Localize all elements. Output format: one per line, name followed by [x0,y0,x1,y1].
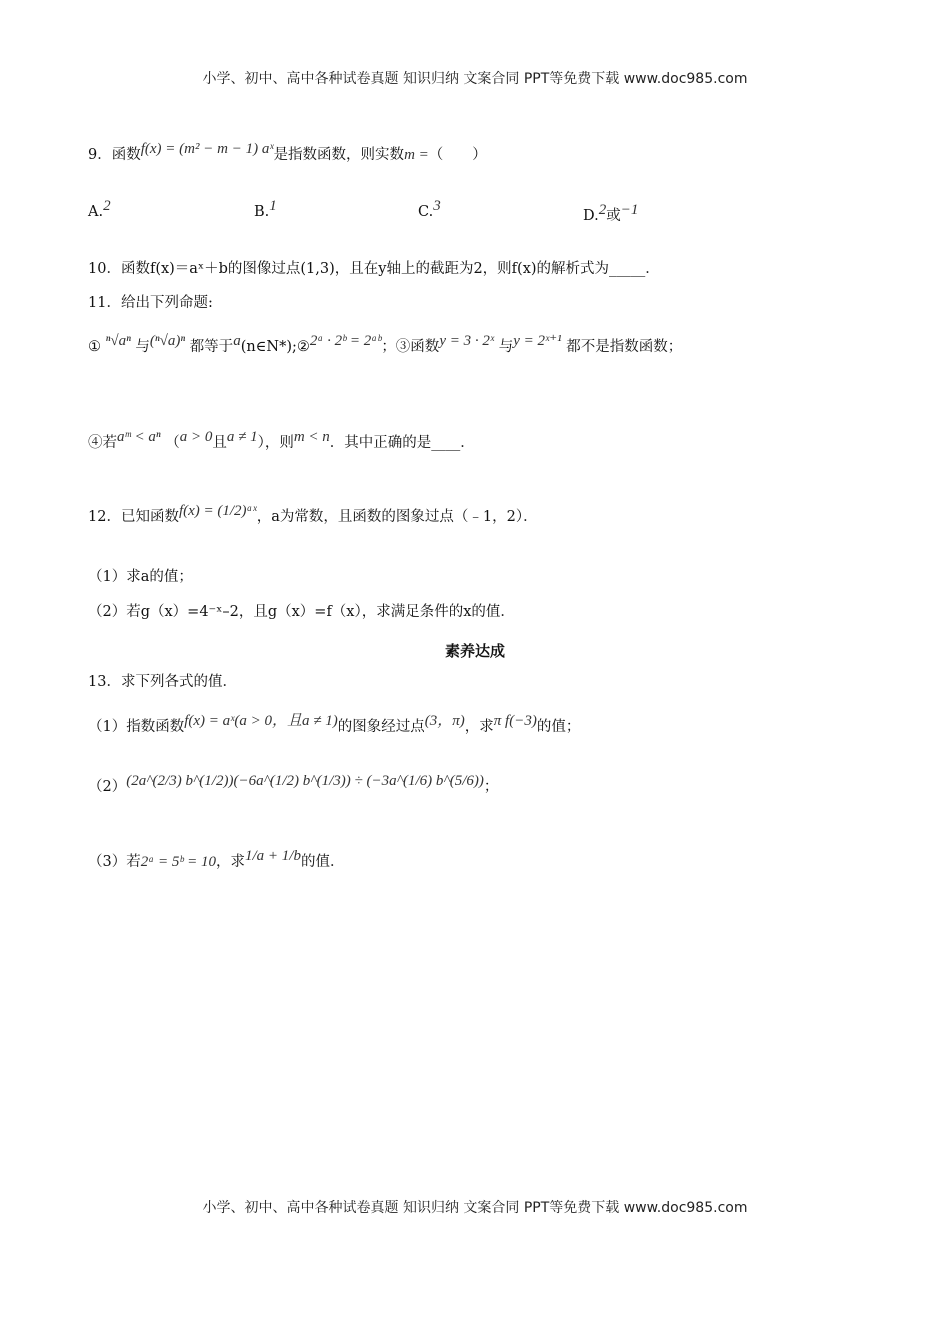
text: (n∈N*);② [240,339,310,355]
option-letter: C. [418,204,434,220]
text: 与 [135,339,150,355]
q9-option-b[interactable] [254,198,277,221]
q12-suffix: ，a为常数，且函数的图象过点（﹣1，2）． [256,509,538,525]
question-12-part-1: （1）求a的值； [88,569,193,585]
formula: 2ᵃ · 2ᵇ = 2ᵃᵇ [309,333,382,349]
question-13-part-2 [88,773,499,795]
formula: 1/a + 1/b [245,848,301,864]
option-letter: B. [254,204,270,220]
option-value: 2 [598,202,607,218]
formula: ⁿ√aⁿ [105,333,131,349]
text: （2） [88,779,127,795]
text: （3）若 [88,854,141,870]
formula: (ⁿ√a)ⁿ [149,333,186,349]
formula: y = 2ˣ⁺¹ [513,333,562,349]
text: ； [483,779,499,795]
formula: a ≠ 1 [226,429,258,445]
text: ），则 [257,435,294,451]
option-conj: 或 [606,208,621,224]
formula: π f(−3) [493,713,537,729]
option-letter: A. [88,204,104,220]
question-9 [88,141,487,163]
text: （ [165,435,180,451]
option-letter: D. [583,208,599,224]
question-12 [88,503,538,525]
text: 的值； [536,719,581,735]
option-value: 3 [433,198,441,214]
question-13-title: 13．求下列各式的值． [88,674,237,690]
text: 与 [498,339,514,355]
formula: y = 3 · 2ˣ [439,333,495,349]
text: ；③函数 [381,339,440,355]
formula: (3，π) [424,713,465,729]
q9-formula: f(x) = (m² − m − 1) aˣ [140,141,274,157]
text: 的图象经过点 [337,719,425,735]
question-11-line-1 [88,333,683,355]
formula: m < n [293,429,330,445]
text: 都不是指数函数； [566,339,683,355]
q9-option-d[interactable] [583,204,638,225]
question-13-part-3 [88,848,345,870]
q12-formula: f(x) = (1/2)ᵃˣ [178,503,257,519]
question-11-line-2 [88,429,475,451]
text: 且 [212,435,227,451]
option-value-2: −1 [620,202,639,218]
formula: aᵐ < aⁿ [117,429,161,445]
formula: a > 0 [179,429,213,445]
option-value: 1 [269,198,277,214]
question-13-part-1 [88,713,581,735]
q9-option-c[interactable] [418,198,441,221]
text: ① [88,339,101,355]
text: ．其中正确的是____． [329,435,475,451]
q12-prefix: 12．已知函数 [88,509,179,525]
question-10: 10．函数f(x)＝aˣ＋b的图像过点(1,3)，且在y轴上的截距为2，则f(x)的解析式为_____． [88,261,660,277]
section-title: 素养达成 [444,642,505,660]
formula: (2a^(2/3) b^(1/2))(−6a^(1/2) b^(1/3)) ÷ (−3a^(1/6) b^(5/6)) [126,773,484,789]
q9-blank: （ ） [428,147,487,163]
question-12-part-2: （2）若g（x）=4⁻ˣ–2，且g（x）=f（x），求满足条件的x的值． [88,604,515,620]
formula: 2ᵃ = 5ᵇ = 10 [140,854,216,870]
text: ，求 [464,719,494,735]
q9-var: m = [404,147,429,163]
q9-option-a[interactable] [88,198,111,221]
text: （1）指数函数 [88,719,185,735]
question-11-title: 11．给出下列命题: [88,295,213,311]
text: ④若 [88,435,117,451]
q9-prefix: 9．函数 [88,147,141,163]
option-value: 2 [103,198,111,214]
formula: a [233,333,241,349]
page-footer: 小学、初中、高中各种试卷真题 知识归纳 文案合同 PPT等免费下载 www.doc985.com [202,1200,748,1216]
page-header: 小学、初中、高中各种试卷真题 知识归纳 文案合同 PPT等免费下载 www.doc985.com [202,71,748,87]
text: 的值． [300,854,345,870]
text: ，求 [216,854,245,870]
text: 都等于 [189,339,234,355]
q9-suffix: 是指数函数，则实数 [273,147,405,163]
formula: f(x) = aˣ(a > 0，且a ≠ 1) [184,713,338,729]
